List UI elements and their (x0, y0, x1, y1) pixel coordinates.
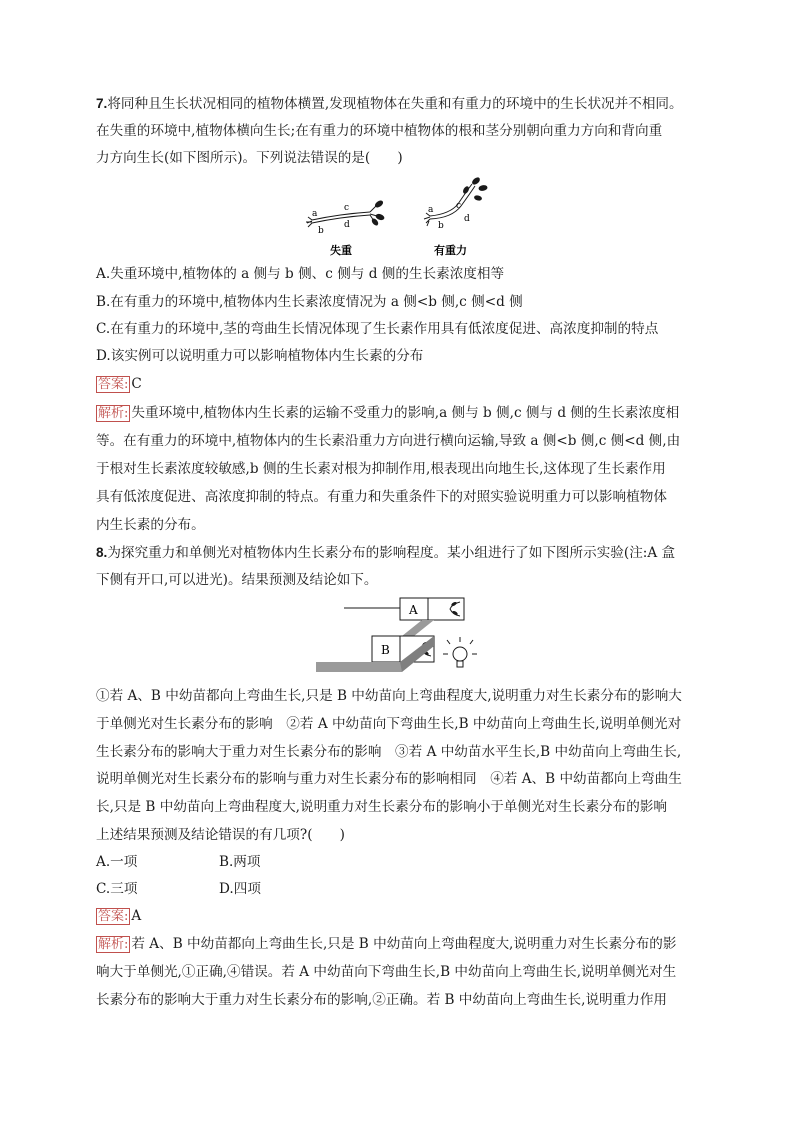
q8-option-c: C.三项 (96, 881, 138, 897)
q7-option-a: A.失重环境中,植物体的 a 侧与 b 侧、c 侧与 d 侧的生长素浓度相等 (96, 266, 505, 282)
light-bulb-icon (443, 637, 477, 667)
box-a-label: A (409, 603, 418, 617)
q7-stem-line-3: 力方向生长(如下图所示)。下列说法错误的是( ) (96, 150, 403, 166)
gravity-label-b: b (438, 221, 444, 231)
q7-stem-line-1: 7.将同种且生长状况相同的植物体横置,发现植物体在失重和有重力的环境中的生长状况并不相同。 (96, 96, 683, 112)
q7-option-c: C.在有重力的环境中,茎的弯曲生长情况体现了生长素作用具有低浓度促进、高浓度抑制的特点 (96, 321, 659, 337)
q8-statement-line-3: 生长素分布的影响大于重力对生长素分布的影响 ③若 A 中幼苗水平生长,B 中幼苗向上弯曲生长, (96, 744, 682, 760)
ground (316, 662, 402, 672)
q7-answer-tag: 答案: (98, 377, 129, 392)
weightless-label-a: a (312, 209, 318, 219)
q7-analysis-tag: 解析: (98, 406, 129, 421)
q8-stem-line-2: 下侧有开口,可以进光)。结果预测及结论如下。 (96, 572, 378, 588)
q8-analysis-tag: 解析: (98, 937, 129, 952)
q8-option-a: A.一项 (96, 854, 138, 870)
q8-analysis-line-2: 响大于单侧光,①正确,④错误。若 A 中幼苗向下弯曲生长,B 中幼苗向上弯曲生长,说明单侧光对生 (96, 964, 677, 980)
q7-stem-line-2: 在失重的环境中,植物体横向生长;在有重力的环境中植物体的根和茎分别朝向重力方向和背向重 (96, 123, 663, 139)
q7-option-b: B.在有重力的环境中,植物体内生长素浓度情况为 a 侧<b 侧,c 侧<d 侧 (96, 294, 523, 310)
q7-analysis-line-1: 解析: 失重环境中,植物体内生长素的运输不受重力的影响,a 侧与 b 侧,c 侧与 d 侧的生长素浓度相 (98, 405, 680, 421)
gravity-label-a: a (428, 205, 434, 215)
gravity-caption: 有重力 (434, 244, 467, 257)
q8-analysis-line-3: 长素分布的影响大于重力对生长素分布的影响,②正确。若 B 中幼苗向上弯曲生长,说明重力作用 (96, 992, 668, 1008)
q7-number: 7. (96, 96, 108, 111)
q7-option-d: D.该实例可以说明重力可以影响植物体内生长素的分布 (96, 348, 424, 364)
q8-figure (312, 592, 492, 676)
q8-statement-line-2: 于单侧光对生长素分布的影响 ②若 A 中幼苗向下弯曲生长,B 中幼苗向上弯曲生长,说明单侧光对 (96, 716, 682, 732)
q7-figure (300, 176, 510, 260)
box-b-label: B (381, 643, 390, 657)
weightless-caption: 失重 (330, 244, 352, 257)
q7-answer (96, 374, 142, 394)
q8-stem-line-1: 8.为探究重力和单侧光对植物体内生长素分布的影响程度。某小组进行了如下图所示实验(注:A 盒 (96, 545, 676, 561)
q8-analysis-line-1: 解析: 若 A、B 中幼苗都向上弯曲生长,只是 B 中幼苗向上弯曲程度大,说明重力对生长素分布的影 (98, 936, 677, 952)
q8-answer-tag: 答案: (98, 909, 129, 924)
q7-analysis-line-5: 内生长素的分布。 (96, 517, 205, 533)
q8-statement-line-5: 长,只是 B 中幼苗向上弯曲程度大,说明重力对生长素分布的影响小于单侧光对生长素分布的影响 (96, 799, 668, 815)
weightless-label-c: c (344, 203, 350, 213)
gravity-label-c: c (456, 201, 462, 211)
q7-analysis-line-4: 具有低浓度促进、高浓度抑制的特点。有重力和失重条件下的对照实验说明重力可以影响植物体 (96, 489, 667, 505)
q8-answer (96, 906, 141, 926)
q8-answer-value: A (131, 908, 142, 924)
q7-answer-value: C (131, 376, 142, 392)
q7-analysis-line-3: 于根对生长素浓度较敏感,b 侧的生长素对根为抑制作用,根表现出向地生长,这体现了生长素作用 (96, 461, 666, 477)
weightless-label-d: d (344, 220, 350, 230)
q8-option-d: D.四项 (219, 881, 261, 897)
q7-analysis-line-2: 等。在有重力的环境中,植物体内的生长素沿重力方向进行横向运输,导致 a 侧<b 侧,c 侧<d 侧,由 (96, 433, 681, 449)
weightless-label-b: b (318, 226, 324, 236)
gravity-label-d: d (464, 214, 470, 224)
q8-option-b: B.两项 (219, 854, 261, 870)
q8-statement-line-1: ①若 A、B 中幼苗都向上弯曲生长,只是 B 中幼苗向上弯曲程度大,说明重力对生长素分布的影响大 (96, 688, 682, 704)
q8-statement-line-6: 上述结果预测及结论错误的有几项?( ) (96, 827, 345, 843)
q8-statement-line-4: 说明单侧光对生长素分布的影响与重力对生长素分布的影响相同 ④若 A、B 中幼苗都向上弯曲生 (96, 771, 682, 787)
q8-number: 8. (96, 545, 108, 560)
